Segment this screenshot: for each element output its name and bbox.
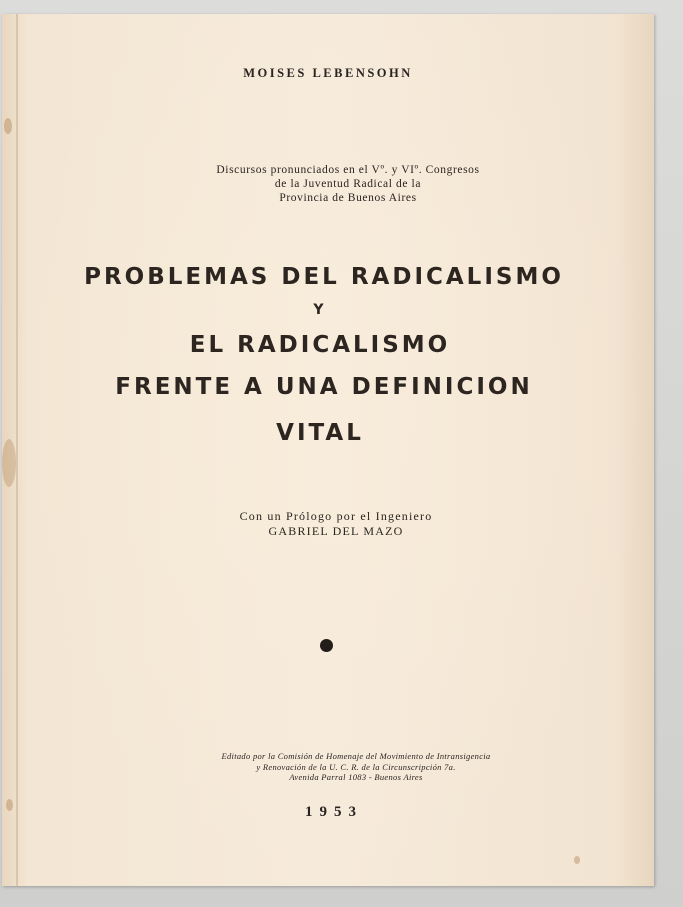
- stain-mark: [4, 118, 12, 134]
- speeches-description: [22, 163, 674, 205]
- publication-year: 1953: [305, 804, 363, 820]
- publisher-line: Editado por la Comisión de Homenaje del Movimiento de Intransigencia: [221, 751, 491, 761]
- author-name: MOISES LEBENSOHN: [243, 66, 413, 80]
- title-line: PROBLEMAS DEL RADICALISMO: [84, 264, 564, 290]
- prologue-credit: [10, 509, 662, 539]
- speeches-line: de la Juventud Radical de la: [274, 178, 422, 190]
- speeches-line: Provincia de Buenos Aires: [279, 192, 417, 204]
- publisher-line: y Renovación de la U. C. R. de la Circunscripción 7a.: [256, 761, 456, 772]
- stain-mark: [574, 856, 580, 864]
- prologue-author: GABRIEL DEL MAZO: [268, 524, 404, 538]
- prologue-line: Con un Prólogo por el Ingeniero: [239, 509, 433, 523]
- publisher-line: Avenida Parral 1083 - Buenos Aires: [289, 772, 423, 782]
- publisher-info: [30, 751, 682, 783]
- ornament-dot: [320, 639, 333, 652]
- book-cover-page: [2, 14, 654, 886]
- stain-mark: [2, 439, 16, 487]
- title-line: EL RADICALISMO: [189, 332, 451, 358]
- title-conjunction: Y: [313, 302, 327, 318]
- speeches-line: Discursos pronunciados en el Vº. y VIº. Congresos: [216, 164, 480, 176]
- title-line: FRENTE A UNA DEFINICION: [115, 374, 533, 400]
- title-line: VITAL: [276, 420, 364, 446]
